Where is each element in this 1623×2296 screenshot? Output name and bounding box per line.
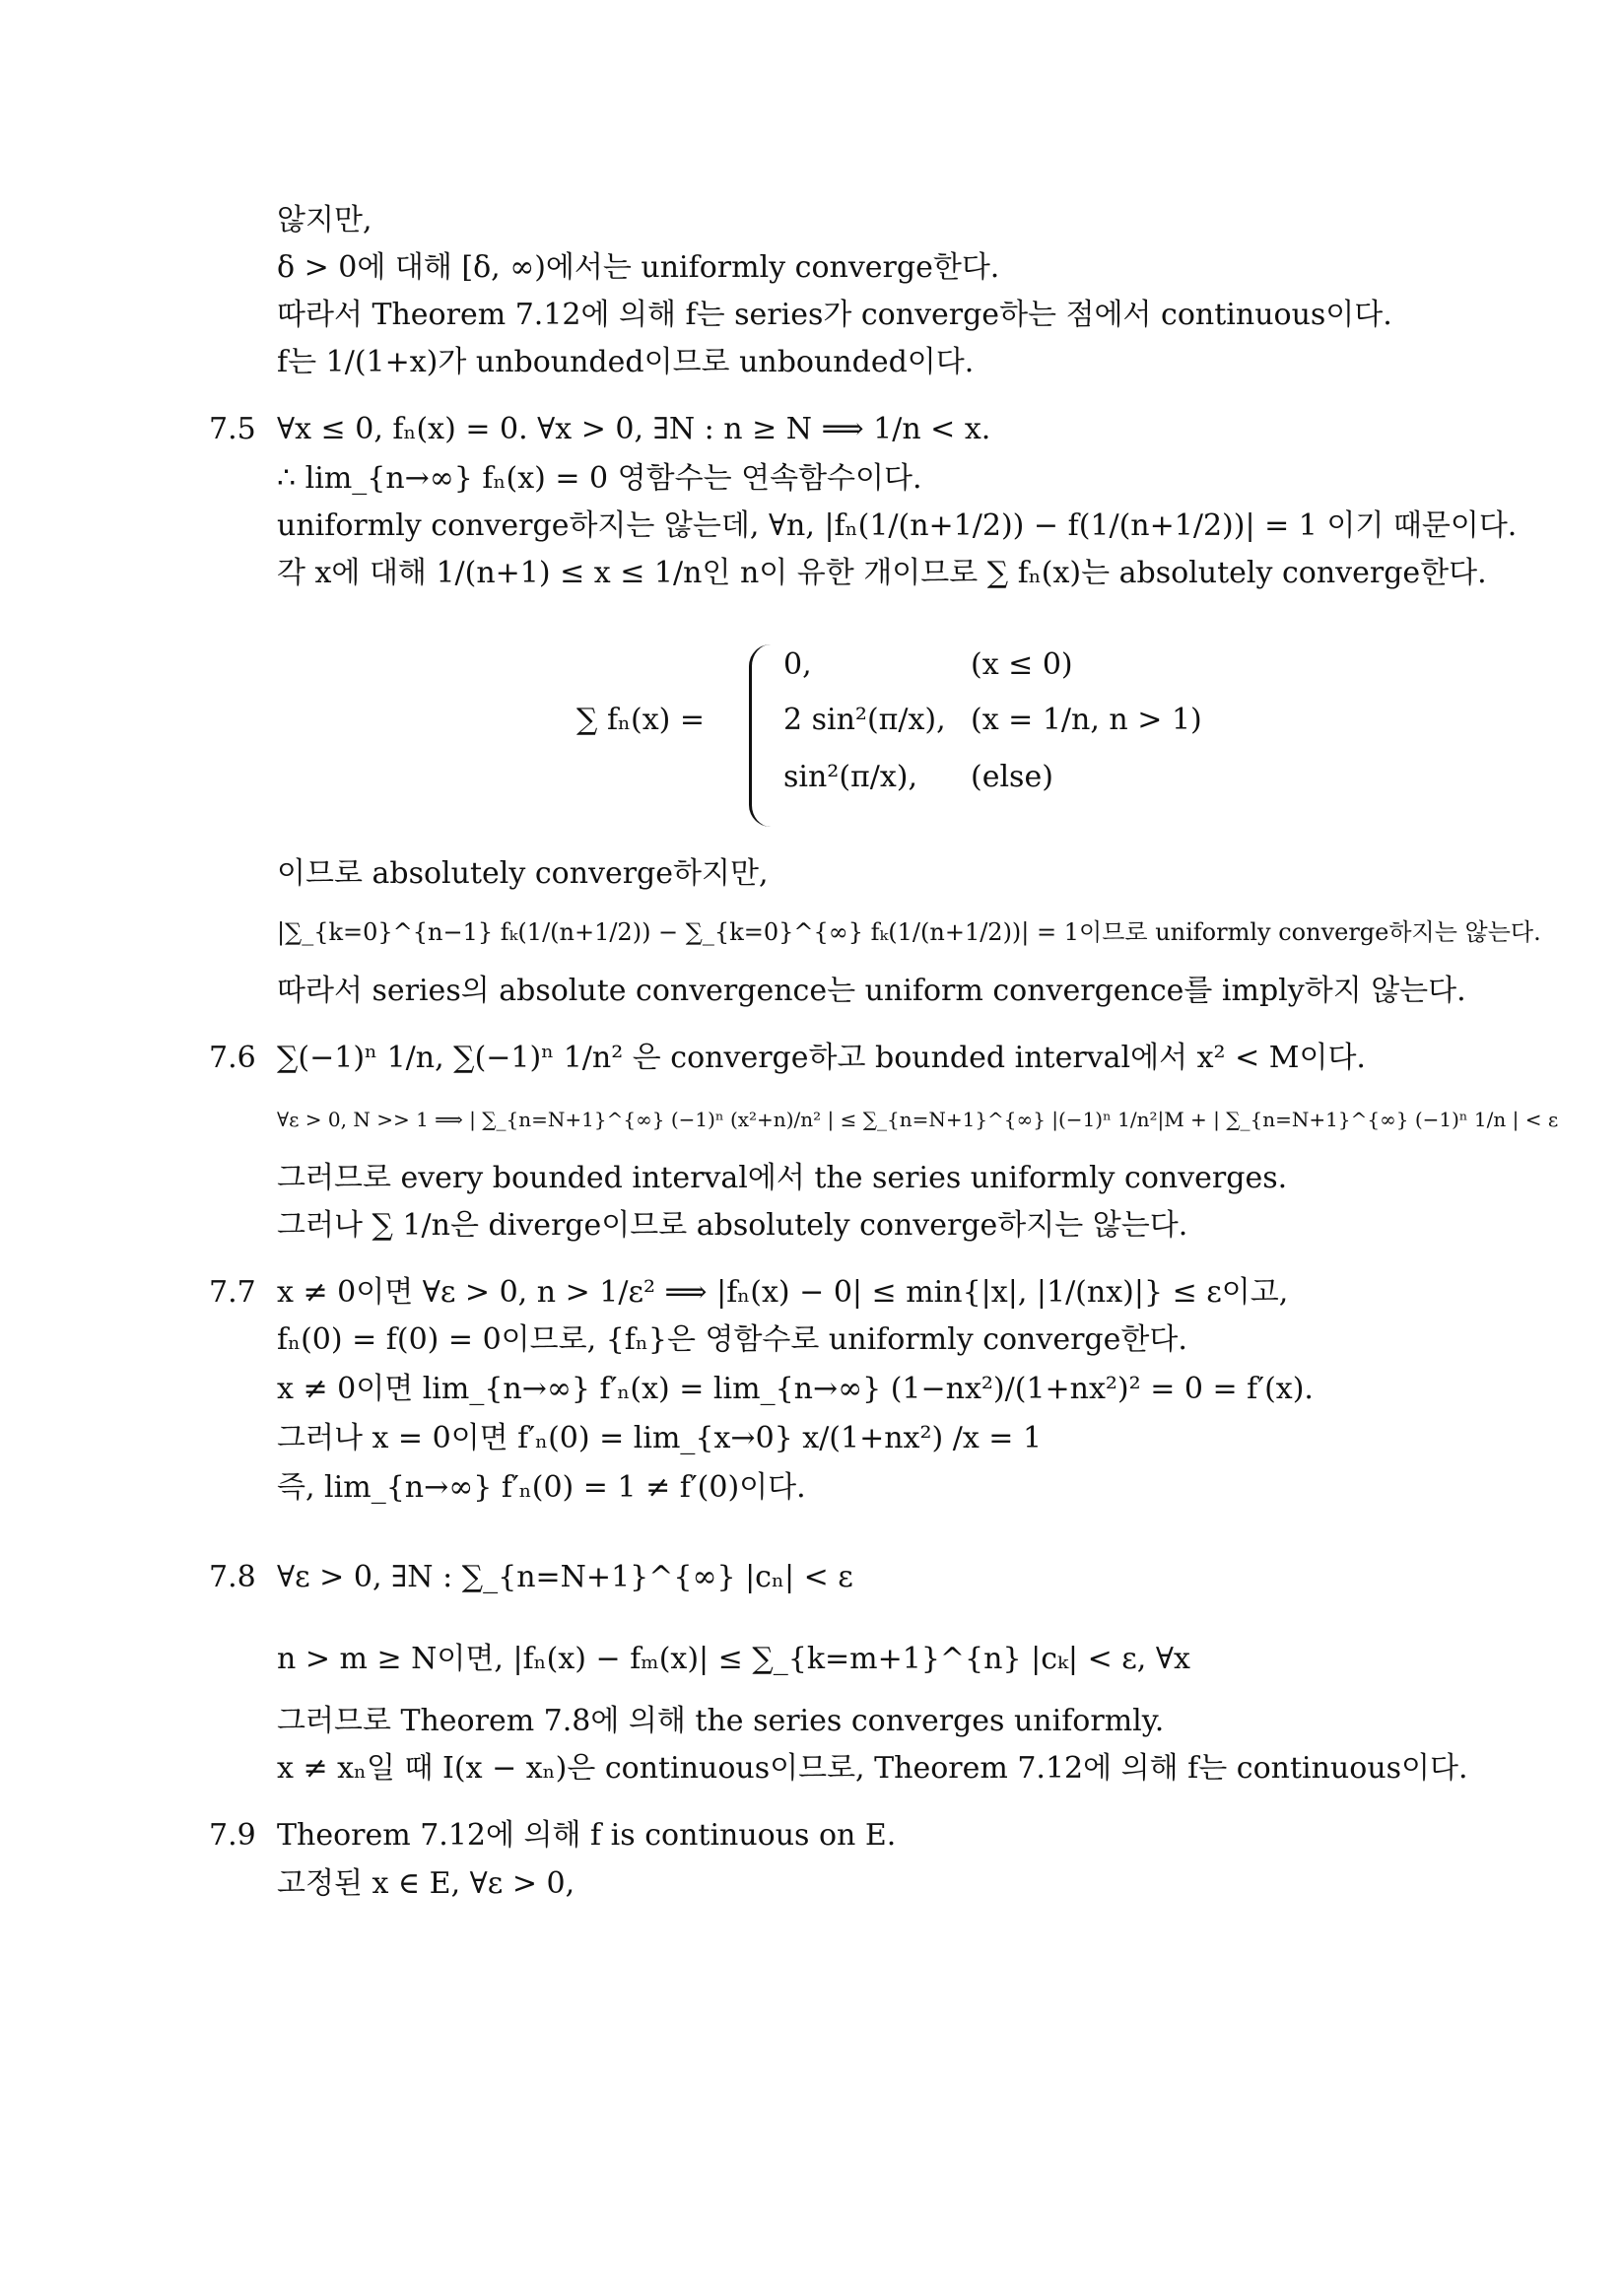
text-line-7-6-d: 그러나 ∑ 1/n은 diverge이므로 absolutely converge하지는 않는다. (277, 1208, 1188, 1243)
text-line-7-5-c: uniformly converge하지는 않는데, ∀n, |fₙ(1/(n+1/2)) − f(1/(n+1/2))| = 1 이기 때문이다. (277, 508, 1518, 543)
problem-number-7-8: 7.8 (209, 1560, 256, 1594)
text-line-7-7-b: fₙ(0) = f(0) = 0이므로, {fₙ}은 영함수로 uniformly converge한다. (277, 1322, 1187, 1357)
text-line-delta: δ > 0에 대해 [δ, ∞)에서는 uniformly converge한다. (277, 250, 1000, 285)
problem-number-7-6: 7.6 (209, 1041, 256, 1075)
case-3-value: sin²(π/x), (783, 760, 918, 794)
text-line-7-6-a: ∑(−1)ⁿ 1/n, ∑(−1)ⁿ 1/n² 은 converge하고 bounded interval에서 x² < M이다. (277, 1041, 1366, 1075)
case-2-value: 2 sin²(π/x), (783, 703, 946, 737)
text-line-7-5-e: 이므로 absolutely converge하지만, (277, 856, 769, 891)
text-line-7-5-f: |∑_{k=0}^{n−1} fₖ(1/(n+1/2)) − ∑_{k=0}^{∞} fₖ(1/(n+1/2))| = 1이므로 uniformly converge하지는 않는다. (277, 918, 1541, 946)
case-3-condition: (else) (971, 760, 1053, 794)
text-line-7-5-d: 각 x에 대해 1/(n+1) ≤ x ≤ 1/n인 n이 유한 개이므로 ∑ fₙ(x)는 absolutely converge한다. (277, 556, 1487, 590)
problem-number-7-9: 7.9 (209, 1818, 256, 1853)
text-line-7-6-b: ∀ε > 0, N >> 1 ⟹ | ∑_{n=N+1}^{∞} (−1)ⁿ (x²+n)/n² | ≤ ∑_{n=N+1}^{∞} |(−1)ⁿ 1/n²|M + | ∑_{n=N+1}^{∞} (−1)ⁿ 1/n | < ε (277, 1108, 1559, 1131)
text-line-7-5-g: 따라서 series의 absolute convergence는 uniform convergence를 imply하지 않는다. (277, 974, 1466, 1008)
text-line-7-7-a: x ≠ 0이면 ∀ε > 0, n > 1/ε² ⟹ |fₙ(x) − 0| ≤ min{|x|, |1/(nx)|} ≤ ε이고, (277, 1275, 1289, 1310)
text-line-7-8-a: ∀ε > 0, ∃N : ∑_{n=N+1}^{∞} |cₙ| < ε (277, 1560, 853, 1594)
text-line-7-8-d: x ≠ xₙ일 때 I(x − xₙ)은 continuous이므로, Theorem 7.12에 의해 f는 continuous이다. (277, 1751, 1468, 1786)
text-line-7-7-e: 즉, lim_{n→∞} f′ₙ(0) = 1 ≠ f′(0)이다. (277, 1470, 806, 1505)
problem-number-7-5: 7.5 (209, 412, 256, 446)
sum-lhs: ∑ fₙ(x) = (576, 703, 706, 737)
case-1-value: 0, (783, 647, 812, 682)
text-line-7-7-c: x ≠ 0이면 lim_{n→∞} f′ₙ(x) = lim_{n→∞} (1−nx²)/(1+nx²)² = 0 = f′(x). (277, 1372, 1314, 1406)
text-line-7-5-b: ∴ lim_{n→∞} fₙ(x) = 0 영함수는 연속함수이다. (277, 461, 922, 496)
text-line-continuation: 않지만, (277, 203, 372, 237)
case-1-condition: (x ≤ 0) (971, 647, 1073, 682)
text-line-7-9-a: Theorem 7.12에 의해 f is continuous on E. (277, 1818, 897, 1853)
cases-brace (749, 644, 774, 827)
case-2-condition: (x = 1/n, n > 1) (971, 703, 1202, 737)
problem-number-7-7: 7.7 (209, 1275, 256, 1310)
text-line-7-6-c: 그러므로 every bounded interval에서 the series uniformly converges. (277, 1161, 1288, 1195)
text-line-7-7-d: 그러나 x = 0이면 f′ₙ(0) = lim_{x→0} x/(1+nx²) /x = 1 (277, 1421, 1043, 1455)
text-line-7-8-c: 그러므로 Theorem 7.8에 의해 the series converges uniformly. (277, 1704, 1165, 1738)
text-line-unbounded: f는 1/(1+x)가 unbounded이므로 unbounded이다. (277, 345, 975, 379)
text-line-theorem-712: 따라서 Theorem 7.12에 의해 f는 series가 converge하는 점에서 continuous이다. (277, 298, 1392, 332)
text-line-7-5-a: ∀x ≤ 0, fₙ(x) = 0. ∀x > 0, ∃N : n ≥ N ⟹ 1/n < x. (277, 412, 991, 446)
text-line-7-9-b: 고정된 x ∈ E, ∀ε > 0, (277, 1866, 575, 1901)
text-line-7-8-b: n > m ≥ N이면, |fₙ(x) − fₘ(x)| ≤ ∑_{k=m+1}^{n} |cₖ| < ε, ∀x (277, 1642, 1190, 1676)
